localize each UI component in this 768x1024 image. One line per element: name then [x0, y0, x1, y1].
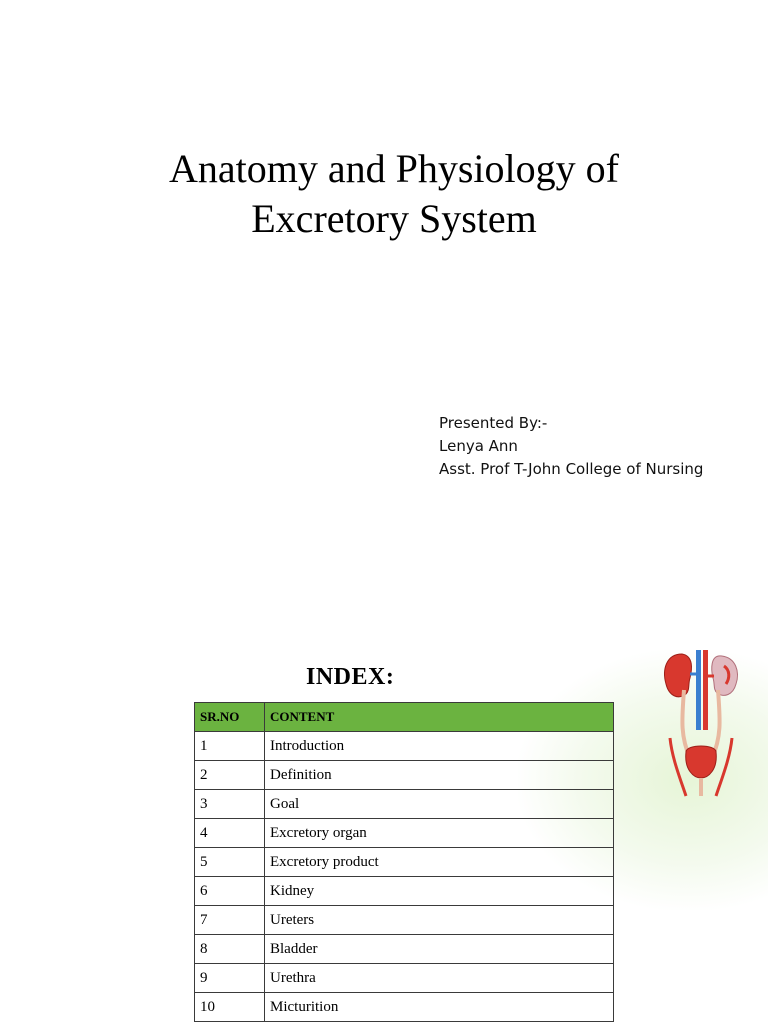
table-row [195, 906, 614, 935]
kidney-urinary-system-icon [660, 648, 742, 798]
table-row [195, 964, 614, 993]
row-content: Kidney [265, 877, 614, 906]
table-row [195, 848, 614, 877]
index-table [194, 702, 614, 1022]
table-row [195, 790, 614, 819]
row-number: 4 [195, 819, 265, 848]
row-content: Goal [265, 790, 614, 819]
index-heading: INDEX: [306, 664, 395, 690]
row-content: Introduction [265, 732, 614, 761]
row-content: Micturition [265, 993, 614, 1022]
title-line-1: Anatomy and Physiology of [169, 146, 619, 191]
row-number: 2 [195, 761, 265, 790]
header-content: CONTENT [265, 703, 614, 732]
row-content: Bladder [265, 935, 614, 964]
table-row [195, 761, 614, 790]
row-number: 7 [195, 906, 265, 935]
row-content: Excretory product [265, 848, 614, 877]
table-row [195, 993, 614, 1022]
header-srno: SR.NO [195, 703, 265, 732]
row-content: Urethra [265, 964, 614, 993]
row-number: 5 [195, 848, 265, 877]
row-number: 9 [195, 964, 265, 993]
row-number: 1 [195, 732, 265, 761]
slide-title [84, 144, 704, 244]
row-number: 10 [195, 993, 265, 1022]
table-header-row [195, 703, 614, 732]
table-row [195, 935, 614, 964]
table-row [195, 819, 614, 848]
table-row [195, 732, 614, 761]
row-number: 3 [195, 790, 265, 819]
presenter-info [439, 412, 759, 481]
row-content: Definition [265, 761, 614, 790]
row-number: 8 [195, 935, 265, 964]
row-content: Ureters [265, 906, 614, 935]
presenter-name: Lenya Ann [439, 437, 518, 455]
table-row [195, 877, 614, 906]
presenter-affiliation: Asst. Prof T-John College of Nursing [439, 460, 704, 478]
title-line-2: Excretory System [251, 196, 537, 241]
row-number: 6 [195, 877, 265, 906]
presenter-label: Presented By:- [439, 414, 548, 432]
row-content: Excretory organ [265, 819, 614, 848]
index-slide [0, 640, 768, 1024]
